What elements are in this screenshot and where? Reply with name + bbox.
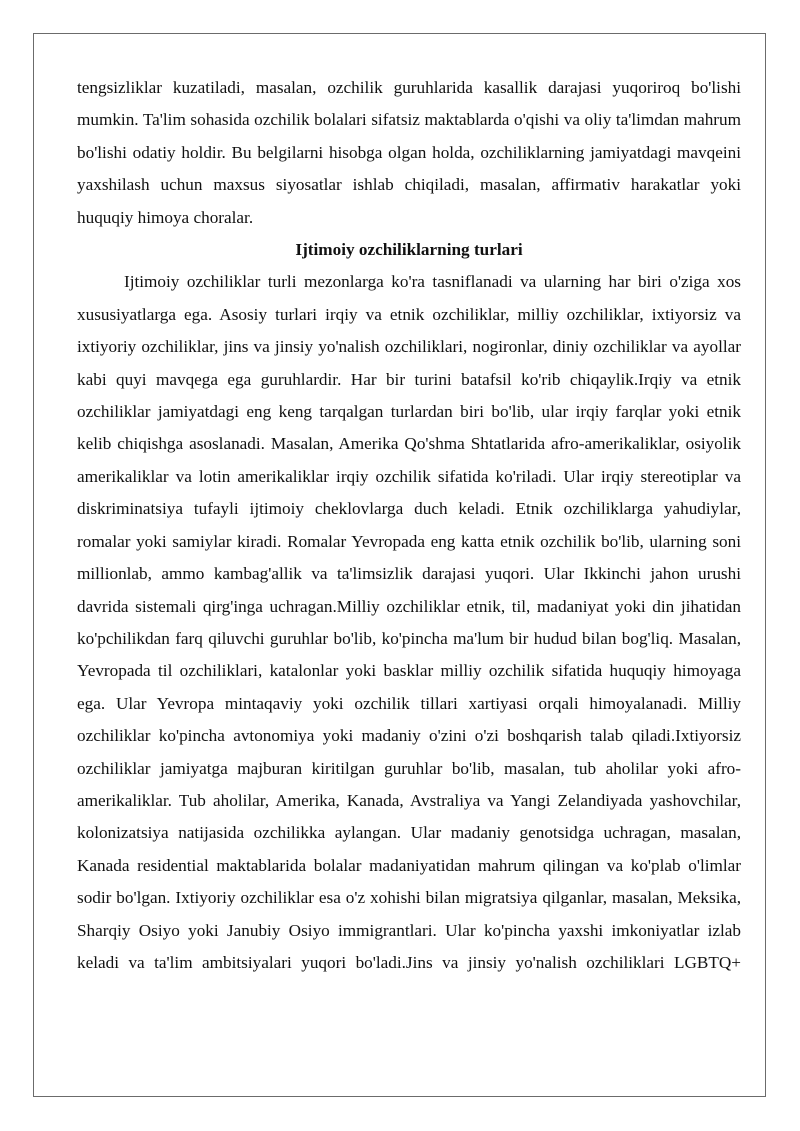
section-heading: Ijtimoiy ozchiliklarning turlari: [295, 240, 523, 260]
document-body: [77, 72, 741, 979]
paragraph-types: Ijtimoiy ozchiliklar turli mezonlarga ko'ra tasniflanadi va ularning har biri o'ziga xos xususiyatlarga ega. Asosiy turlari irqiy va etnik ozchiliklar, milliy ozchiliklar, ixtiyorsiz va ixtiyoriy ozchiliklar, jins va jinsiy yo'nalish ozchiliklari, nogironlar, diniy ozchiliklar va ayollar kabi quyi mavqega ega guruhlardir. Har bir turini batafsil ko'rib chiqaylik.Irqiy va etnik ozchiliklar jamiyatdagi eng keng tarqalgan turlardan biri bo'lib, ular irqiy farqlar yoki etnik kelib chiqishga asoslanadi. Masalan, Amerika Qo'shma Shtatlarida afro-amerikaliklar, osiyolik amerikaliklar va lotin amerikaliklar irqiy ozchilik sifatida ko'riladi. Ular irqiy stereotiplar va diskriminatsiya tufayli ijtimoiy cheklovlarga duch keladi. Etnik ozchiliklarga yahudiylar, romalar yoki samiylar kiradi. Romalar Yevropada eng katta etnik ozchilik bo'lib, ularning soni millionlab, ammo kambag'allik va ta'limsizlik darajasi yuqori. Ular Ikkinchi jahon urushi davrida sistemali qirg'inga uchragan.Milliy ozchiliklar etnik, til, madaniyat yoki din jihatidan ko'pchilikdan farq qiluvchi guruhlar bo'lib, ko'pincha ma'lum bir hudud bilan bog'liq. Masalan, Yevropada til ozchiliklari, katalonlar yoki basklar milliy ozchilik sifatida huquqiy himoyaga ega. Ular Yevropa mintaqaviy yoki ozchilik tillari xartiyasi orqali himoyalanadi. Milliy ozchiliklar ko'pincha avtonomiya yoki madaniy o'zini o'zi boshqarish talab qiladi.Ixtiyorsiz ozchiliklar jamiyatga majburan kiritilgan guruhlar bo'lib, masalan, tub aholilar yoki afro-amerikaliklar. Tub aholilar, Amerika, Kanada, Avstraliya va Yangi Zelandiyada yashovchilar, kolonizatsiya natijasida ozchilikka aylangan. Ular madaniy genotsidga uchragan, masalan, Kanada residential maktablarida bolalar madaniyatidan mahrum qilingan va ko'plab o'limlar sodir bo'lgan. Ixtiyoriy ozchiliklar esa o'z xohishi bilan migratsiya qilganlar, masalan, Meksika, Sharqiy Osiyo yoki Janubiy Osiyo immigrantlari. Ular ko'pincha yaxshi imkoniyatlar izlab keladi va ta'lim ambitsiyalari yuqori bo'ladi.Jins va jinsiy yo'nalish ozchiliklari LGBTQ+: [77, 272, 741, 972]
paragraph-continued: tengsizliklar kuzatiladi, masalan, ozchilik guruhlarida kasallik darajasi yuqoriroq bo'lishi mumkin. Ta'lim sohasida ozchilik bolalari sifatsiz maktablarda o'qishi va oliy ta'limdan mahrum bo'lishi odatiy holdir. Bu belgilarni hisobga olgan holda, ozchiliklarning jamiyatdagi mavqeini yaxshilash uchun maxsus siyosatlar ishlab chiqiladi, masalan, affirmativ harakatlar yoki huquqiy himoya choralar.: [77, 78, 741, 227]
